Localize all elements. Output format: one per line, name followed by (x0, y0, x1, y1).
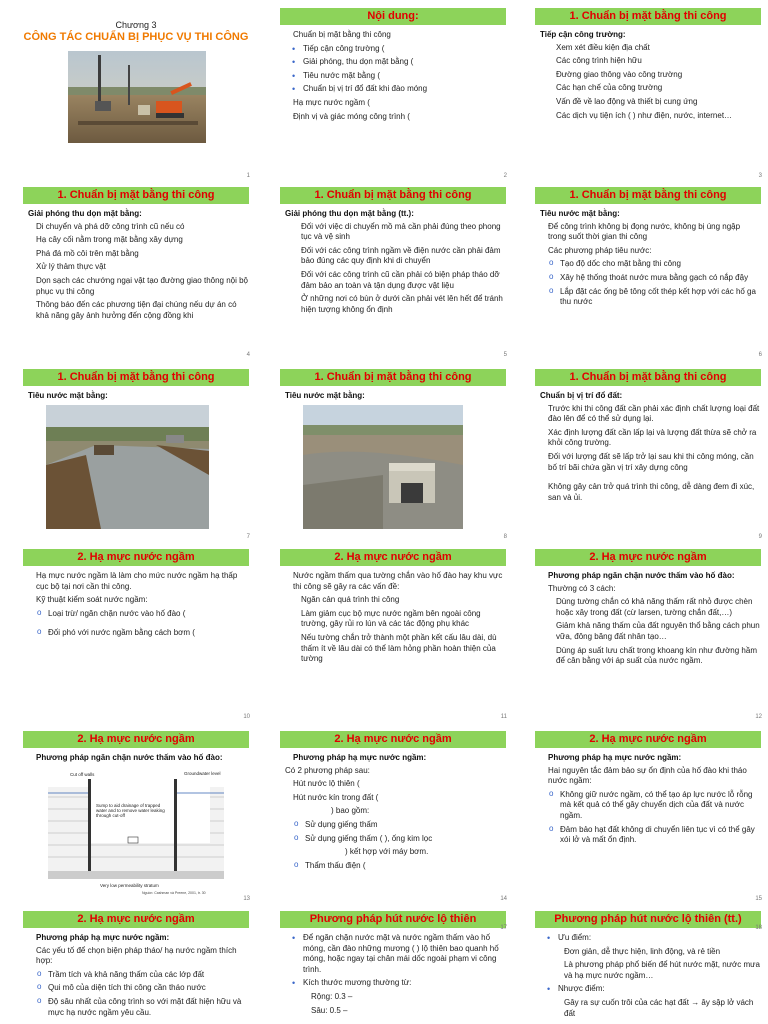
content-line: Thông báo đến các phương tiện đại chúng nếu dự án có khả năng gây ảnh hưởng đến cộng đồng khi (36, 300, 237, 320)
slide-8 (277, 365, 509, 543)
content-line: ) kết hợp với máy bơm. (345, 847, 429, 857)
construction-site-photo (68, 51, 206, 143)
page-number: 14 (500, 896, 507, 902)
content-line: Chuẩn bị mặt bằng thi công (293, 30, 391, 39)
slide-7 (20, 365, 252, 543)
slide-11 (277, 545, 509, 723)
label-sump: Sump to aid drainage of trapped water and to remove water leaking through cut-off (96, 803, 165, 818)
content-line: Hai nguyên tắc đảm bảo sự ổn định của hố đào khi tháo nước ngầm: (548, 765, 747, 786)
page-number: 4 (246, 352, 250, 358)
content-subbullet: o Trầm tích và khả năng thấm của các lớp đất (28, 970, 248, 981)
slide-15 (532, 727, 764, 905)
slide-6 (532, 183, 764, 361)
page-number: 12 (755, 714, 762, 720)
page-number: 9 (758, 534, 762, 540)
content-line: Hạ cây cối nằm trong mặt bằng xây dựng (36, 235, 183, 245)
content-line: Xác định lượng đất cần lấp lại và lượng đất thừa sẽ chở ra khỏi công trường. (548, 427, 757, 448)
slide-subtitle: Giải phóng thu dọn mặt bằng: (28, 209, 142, 218)
content-line: Các dịch vụ tiện ích ( ) như điện, nước, internet… (556, 110, 733, 120)
page-number: 15 (755, 896, 762, 902)
slide-subtitle: Tiêu nước mặt bằng: (28, 391, 108, 400)
content-line: Là phương pháp phổ biến để hút nước mặt, nước mưa và hạ mực nước ngầm… (564, 960, 760, 980)
content-line: Nước ngầm thấm qua tường chắn vào hố đào hay khu vực thi công sẽ gây ra các vấn đề: (293, 571, 503, 591)
slide-header: 1. Chuẩn bị mặt bằng thi công (535, 187, 761, 204)
label-cutoff: Cut off walls (70, 772, 95, 777)
slide-header: 1. Chuẩn bị mặt bằng thi công (23, 369, 249, 386)
content-line: Nếu tường chắn trở thành một phần kết cấu lâu dài, dù thấm ít về lâu dài có thể làm hỏng phần hoàn thiện của tường (301, 632, 497, 664)
content-subbullet: o Xây hệ thống thoát nước mưa bằng gạch có nắp đậy (540, 273, 760, 284)
content-line: Kỹ thuật kiểm soát nước ngầm: (36, 595, 148, 605)
slide-header: 2. Hạ mực nước ngầm (280, 731, 506, 748)
page-number: 11 (500, 714, 507, 720)
slide-subtitle: Giải phóng thu dọn mặt bằng (tt.): (285, 209, 414, 218)
content-line: Đối với việc di chuyển mồ mả cần phải đúng theo phong tục và vệ sinh (301, 221, 501, 242)
slide-subtitle: Phương pháp hạ mực nước ngầm: (548, 753, 682, 762)
content-line: Trước khi thi công đất cần phải xác định chất lượng loại đất đào lên để có thể sử dụng lại. (548, 403, 760, 424)
content-subbullet: o Sử dụng giếng thấm (285, 820, 505, 831)
slide-18 (532, 907, 764, 1024)
slide-title: CÔNG TÁC CHUẨN BỊ PHỤC VỤ THI CÔNG (23, 31, 249, 43)
content-line: Rộng: 0.3 – (311, 991, 353, 1001)
label-source: Nguồn: Cashman và Preene, 2001, tr. 30 (142, 891, 206, 895)
content-bullet: • Tiếp cận công trường ( (285, 44, 505, 55)
page-number: 8 (503, 534, 507, 540)
page-number: 1 (246, 173, 250, 179)
slide-header: 2. Hạ mực nước ngầm (535, 549, 761, 566)
content-subbullet: o Lắp đặt các ống bê tông cốt thép kết hợp với các hố ga thu nước (540, 287, 760, 308)
cutoff-wall-diagram (48, 769, 224, 897)
content-line: Định vị và giác móng công trình ( (293, 111, 410, 121)
content-subbullet: o Không giữ nước ngầm, có thể tạo áp lực nước lỗ rỗng mà kết quả có thể gây chuyển dịch của đất và nước ngầm. (540, 790, 760, 822)
slide-5 (277, 183, 509, 361)
content-line: Dọn sạch các chướng ngại vật tạo đường giao thông nội bộ phục vụ thi công (36, 275, 249, 296)
content-subbullet: o Loại trừ/ ngăn chặn nước vào hố đào ( (28, 609, 248, 620)
content-line: Đơn giản, dễ thực hiện, linh động, và rẻ tiền (564, 946, 721, 956)
content-line: Có 2 phương pháp sau: (285, 765, 370, 775)
slide-subtitle: Tiếp cận công trường: (540, 30, 626, 39)
content-line: Xem xét điều kiện địa chất (556, 42, 650, 52)
content-line: ) bao gồm: (331, 806, 370, 816)
slide-header: 1. Chuẩn bị mặt bằng thi công (535, 369, 761, 386)
slide-header: Phương pháp hút nước lộ thiên (tt.) (535, 911, 761, 928)
content-bullet: • Giải phóng, thu dọn mặt bằng ( (285, 57, 505, 68)
slide-header: 1. Chuẩn bị mặt bằng thi công (280, 369, 506, 386)
slide-9 (532, 365, 764, 543)
slide-17 (277, 907, 509, 1024)
content-line: Dùng áp suất lưu chất trong khoang kín như đường hầm để cân bằng với áp suất của nước ngầm. (556, 645, 757, 666)
content-line: Đối với các công trình cũ cần phải có biện pháp tháo dỡ đảm bảo an toàn và tận dụng được vật liệu (301, 269, 500, 290)
page-number: 10 (243, 714, 250, 720)
slide-subtitle: Tiêu nước mặt bằng: (285, 391, 365, 400)
content-line: Hút nước lộ thiên ( (293, 779, 360, 789)
slide-10 (20, 545, 252, 723)
content-line: Phá đá mồ côi trên mặt bằng (36, 248, 139, 258)
content-line: Sâu: 0.5 – (311, 1005, 348, 1015)
slide-subtitle: Chuẩn bị vị trí đổ đất: (540, 391, 623, 400)
content-bullet: • Chuẩn bị vị trí đổ đất khi đào móng (285, 84, 505, 95)
page-number: 2 (503, 173, 507, 179)
page-number: 17 (500, 925, 507, 931)
content-line: Hạ mực nước ngầm ( (293, 97, 370, 107)
page-number: 3 (758, 173, 762, 179)
content-bullet: • Tiêu nước mặt bằng ( (285, 71, 505, 82)
page-number: 5 (503, 352, 507, 358)
content-line: Các hạn chế của công trường (556, 83, 663, 93)
slide-4 (20, 183, 252, 361)
page-number: 6 (758, 352, 762, 358)
content-subbullet: o Sử dụng giếng thấm ( ), ống kim lọc (285, 834, 505, 845)
content-line: Gây ra sự cuốn trôi của các hạt đất → ây sập lở vách đất (564, 997, 754, 1018)
content-subbullet: o Tạo độ dốc cho mặt bằng thi công (540, 259, 760, 270)
slide-header: 2. Hạ mực nước ngầm (23, 549, 249, 566)
content-bullet: • Ưu điểm: (540, 933, 760, 944)
slide-16 (20, 907, 252, 1024)
slide-13 (20, 727, 252, 905)
slide-subtitle: Phương pháp hạ mực nước ngầm: (293, 753, 427, 762)
slide-header: 2. Hạ mực nước ngầm (535, 731, 761, 748)
page-number: 13 (243, 896, 250, 902)
page-number: 18 (755, 925, 762, 931)
content-line: Giảm khả năng thấm của đất nguyên thổ bằng cách phun vữa, đông băng đất nhân tạo… (556, 621, 760, 641)
page-number: 7 (246, 534, 250, 540)
slide-subtitle: Phương pháp hạ mực nước ngầm: (36, 933, 170, 942)
drainage-culvert-photo (303, 405, 463, 529)
content-line: Để công trình không bị đọng nước, không bị úng ngập trong suốt thời gian thi công (548, 221, 741, 242)
slide-header: Nội dung: (280, 8, 506, 25)
slide-14 (277, 727, 509, 905)
slide-header: Phương pháp hút nước lộ thiên (280, 911, 506, 928)
content-subbullet: o Qui mô của diện tích thi công cần tháo nước (28, 983, 248, 994)
slide-1 (20, 4, 252, 182)
content-subbullet: o Độ sâu nhất của công trình so với mặt đất hiện hữu và mực hạ nước ngầm yêu cầu. (28, 997, 248, 1018)
chapter-label: Chương 3 (115, 20, 157, 30)
slide-header: 1. Chuẩn bị mặt bằng thi công (535, 8, 761, 25)
content-line: Làm giảm cục bộ mực nước ngầm bên ngoài công trường, gây rủi ro lún và các tác động phụ khác (301, 608, 481, 629)
slide-header: 1. Chuẩn bị mặt bằng thi công (280, 187, 506, 204)
label-stratum: Very low permeability stratum (100, 883, 159, 888)
slide-12 (532, 545, 764, 723)
label-groundwater: Groundwater level (184, 771, 221, 776)
slide-header: 2. Hạ mực nước ngầm (23, 911, 249, 928)
slide-header: 1. Chuẩn bị mặt bằng thi công (23, 187, 249, 204)
slide-header: 2. Hạ mực nước ngầm (280, 549, 506, 566)
content-subbullet: o Thẩm thấu điện ( (285, 861, 505, 872)
content-bullet: • Nhược điểm: (540, 984, 760, 995)
content-subbullet: o Đối phó với nước ngầm bằng cách bơm ( (28, 628, 248, 639)
slide-header: 2. Hạ mực nước ngầm (23, 731, 249, 748)
content-bullet: • Kích thước mương thường từ: (285, 978, 505, 989)
content-line: Đối với các công trình ngầm về điện nước cần phải đảm bảo đúng các quy định khi di chuyển (301, 245, 501, 266)
content-line: Ở những nơi có bùn ở dưới cần phải vét lên hết để tránh hiện tượng không ổn định (301, 294, 503, 314)
content-line: Các công trình hiện hữu (556, 56, 642, 66)
content-bullet: • Để ngăn chặn nước mặt và nước ngầm thấm vào hố móng, cần đào những mương ( ) lộ thiên bao quanh hố móng, hoặc ngay tại chân mái dốc ngoài phạm vi công trình. (285, 933, 505, 975)
content-line: Đường giao thông vào công trường (556, 69, 683, 79)
content-line: Hút nước kín trong đất ( (293, 792, 379, 802)
content-line: Dùng tường chắn có khả năng thấm rất nhỏ được chèn hoặc xây trong đất (cừ larsen, tường chắn đất,…) (556, 597, 753, 617)
content-line: Xử lý thảm thực vật (36, 262, 106, 272)
slide-subtitle: Phương pháp ngăn chặn nước thấm vào hố đào: (548, 571, 735, 580)
content-line: Di chuyển và phá dỡ công trình cũ nếu có (36, 221, 185, 231)
content-line: Thường có 3 cách: (548, 583, 616, 593)
flooded-site-photo (46, 405, 209, 529)
slide-subtitle: Tiêu nước mặt bằng: (540, 209, 620, 218)
content-line: Không gây cản trở quá trình thi công, dễ dàng đem đi xúc, san và ủi. (548, 482, 755, 502)
content-line: Vấn đề về lao động và thiết bị cung ứng (556, 96, 698, 106)
content-line: Ngăn cản quá trình thi công (301, 595, 400, 605)
content-line: Hạ mực nước ngầm là làm cho mức nước ngầm hạ thấp cục bộ tại nơi cần thi công. (36, 571, 238, 591)
content-line: Các yếu tố để chọn biện pháp tháo/ hạ nước ngầm thích hợp: (36, 945, 237, 966)
content-line: Đối với lượng đất sẽ lấp trở lại sau khi thi công móng, cần bố trí bãi chứa gần vị trí xây dựng công (548, 451, 754, 472)
content-subbullet: o Đảm bảo hạt đất không di chuyển liên tục vì có thể gây xói lở và mất ổn định. (540, 825, 760, 846)
slide-2 (277, 4, 509, 182)
slide-subtitle: Phương pháp ngăn chặn nước thấm vào hố đào: (36, 753, 223, 762)
content-line: Các phương pháp tiêu nước: (548, 245, 652, 255)
slide-3 (532, 4, 764, 182)
